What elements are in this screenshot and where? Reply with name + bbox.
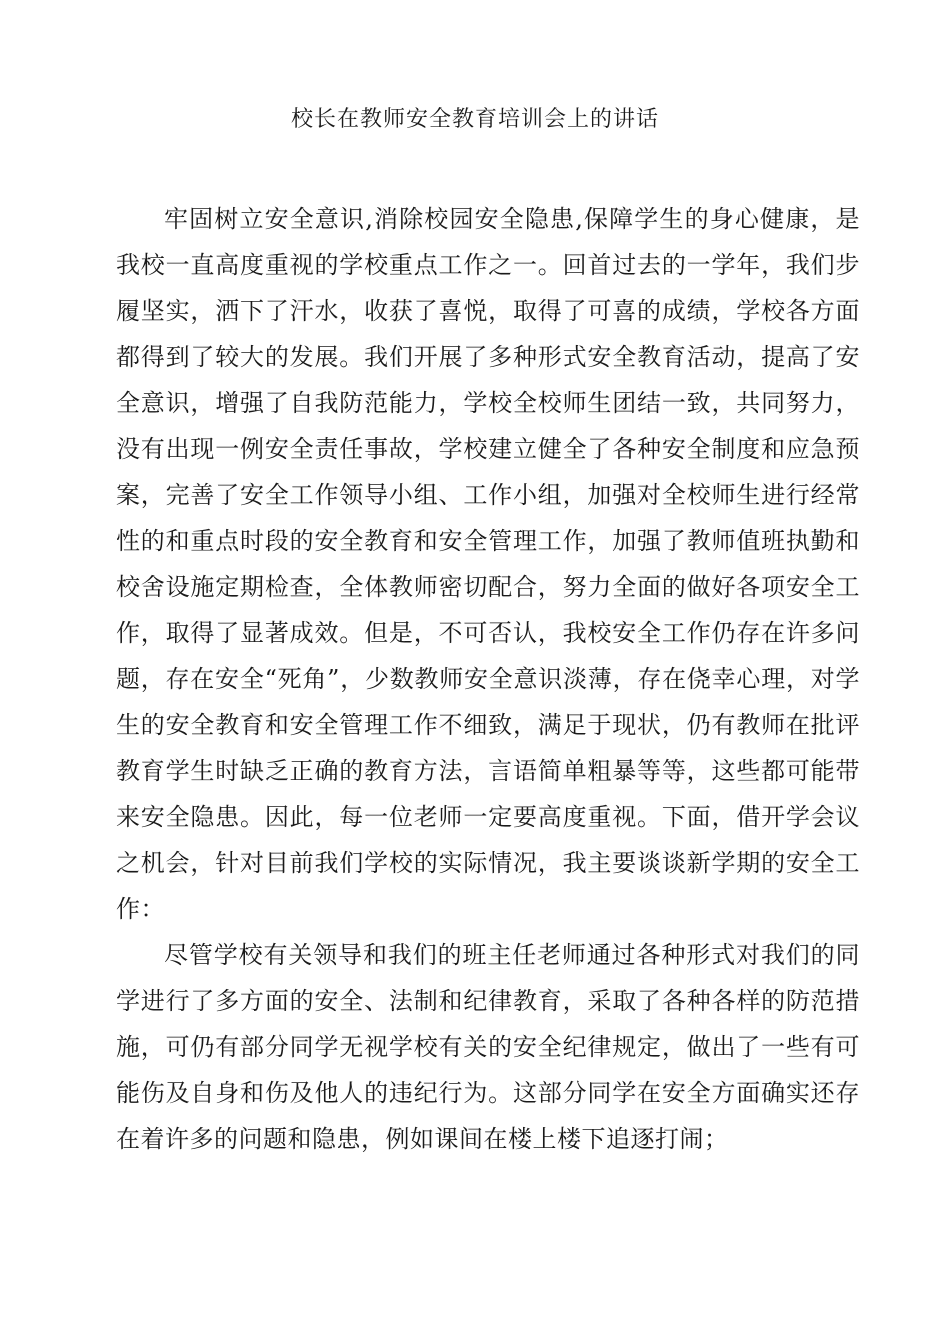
document-title: 校长在教师安全教育培训会上的讲话	[290, 107, 659, 132]
paragraph-2: 尽管学校有关领导和我们的班主任老师通过各种形式对我们的同学进行了多方面的安全、法制和纪律教育，采取了各种各样的防范措施，可仍有部分同学无视学校有关的安全纪律规定，做出了一些有可能伤及自身和伤及他人的违纪行为。这部分同学在安全方面确实还存在着许多的问题和隐患，例如课间在楼上楼下追逐打闹；	[116, 941, 860, 1153]
document-body	[116, 196, 860, 1162]
paragraph-1: 牢固树立安全意识,消除校园安全隐患,保障学生的身心健康，是我校一直高度重视的学校重点工作之一。回首过去的一学年，我们步履坚实，洒下了汗水，收获了喜悦，取得了可喜的成绩，学校各方面都得到了较大的发展。我们开展了多种形式安全教育活动，提高了安全意识，增强了自我防范能力，学校全校师生团结一致，共同努力，没有出现一例安全责任事故，学校建立健全了各种安全制度和应急预案，完善了安全工作领导小组、工作小组，加强对全校师生进行经常性的和重点时段的安全教育和安全管理工作，加强了教师值班执勤和校舍设施定期检查，全体教师密切配合，努力全面的做好各项安全工作，取得了显著成效。但是，不可否认，我校安全工作仍存在许多问题，存在安全“死角”，少数教师安全意识淡薄，存在侥幸心理，对学生的安全教育和安全管理工作不细致，满足于现状，仍有教师在批评教育学生时缺乏正确的教育方法，言语简单粗暴等等，这些都可能带来安全隐患。因此，每一位老师一定要高度重视。下面，借开学会议之机会，针对目前我们学校的实际情况，我主要谈谈新学期的安全工作：	[116, 205, 860, 923]
